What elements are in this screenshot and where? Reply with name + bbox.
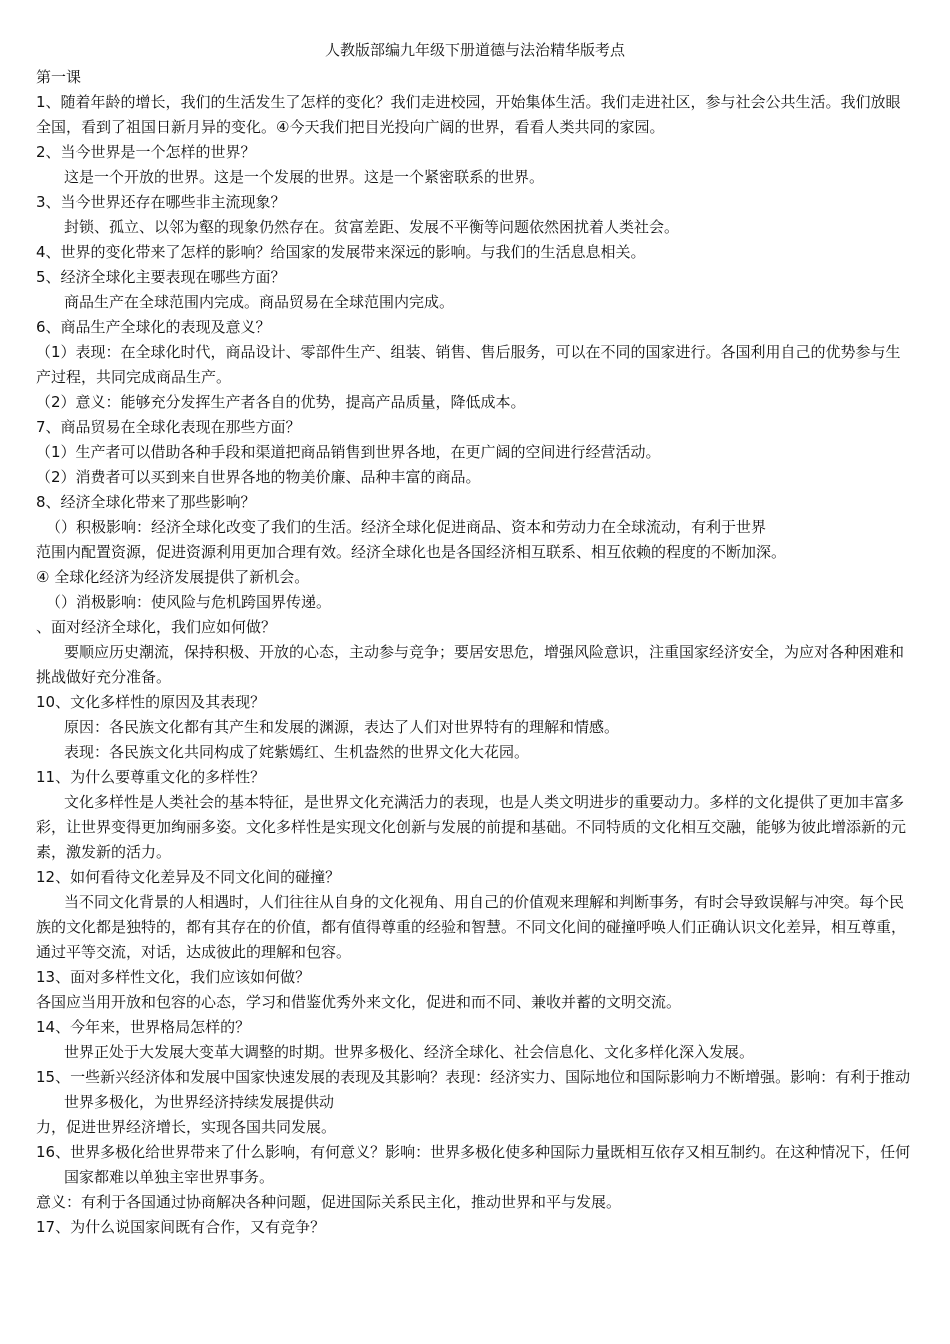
answer-10-expression: 表现：各民族文化共同构成了姹紫嫣红、生机盎然的世界文化大花园。 [64,743,530,761]
answer-6-2: （2）意义：能够充分发挥生产者各自的优势，提高产品质量，降低成本。 [36,393,526,411]
question-14: 14、今年来，世界格局怎样的？ [36,1018,251,1036]
answer-8-positive: （）积极影响：经济全球化改变了我们的生活。经济全球化促进商品、资本和劳动力在全球流动，有利于世界 [46,518,767,536]
answer-8-positive-cont: 范围内配置资源，促进资源利用更加合理有效。经济全球化也是各国经济相互联系、相互依赖的程度的不断加深。 [36,543,787,561]
question-8: 8、经济全球化带来了那些影响？ [36,493,256,511]
answer-8-negative: （）消极影响：使风险与危机跨国界传递。 [46,593,332,611]
question-12: 12、如何看待文化差异及不同文化间的碰撞？ [36,868,341,886]
answer-5: 商品生产在全球范围内完成。商品贸易在全球范围内完成。 [64,293,455,311]
answer-9: 要顺应历史潮流，保持积极、开放的心态，主动参与竞争；要居安思危，增强风险意识，注重国家经济安全，为应对各种困难和挑战做好充分准备。 [36,643,905,686]
question-13: 13、面对多样性文化，我们应该如何做？ [36,968,311,986]
question-4: 4、世界的变化带来了怎样的影响？给国家的发展带来深远的影响。与我们的生活息息相关。 [36,243,646,261]
answer-3: 封锁、孤立、以邻为壑的现象仍然存在。贫富差距、发展不平衡等问题依然困扰着人类社会。 [64,218,680,236]
answer-7-1: （1）生产者可以借助各种手段和渠道把商品销售到世界各地，在更广阔的空间进行经营活动。 [36,443,661,461]
question-10: 10、文化多样性的原因及其表现？ [36,693,266,711]
answer-12: 当不同文化背景的人相遇时，人们往往从自身的文化视角、用自己的价值观来理解和判断事务，有时会导致误解与冲突。每个民族的文化都是独特的，都有其存在的价值，都有值得尊重的经验和智慧。不同文化间的碰撞呼唤人们正确认识文化差异，相互尊重，通过平等交流，对话，达成彼此的理解和包容。 [36,893,907,961]
answer-7-2: （2）消费者可以买到来自世界各地的物美价廉、品种丰富的商品。 [36,468,481,486]
answer-16-meaning: 意义：有利于各国通过协商解决各种问题，促进国际关系民主化，推动世界和平与发展。 [36,1193,622,1211]
answer-8-opportunity: ④ 全球化经济为经济发展提供了新机会。 [36,568,310,586]
question-16: 16、世界多极化给世界带来了什么影响，有何意义？影响：世界多极化使多种国际力量既相互依存又相互制约。在这种情况下，任何国家都难以单独主宰世界事务。 [36,1143,911,1186]
answer-13: 各国应当用开放和包容的心态，学习和借鉴优秀外来文化，促进和而不同、兼收并蓄的文明交流。 [36,993,682,1011]
document-title: 人教版部编九年级下册道德与法治精华版考点 [324,41,625,59]
question-3: 3、当今世界还存在哪些非主流现象？ [36,193,286,211]
question-6: 6、商品生产全球化的表现及意义？ [36,318,271,336]
answer-15-cont: 力，促进世界经济增长，实现各国共同发展。 [36,1118,337,1136]
question-11: 11、为什么要尊重文化的多样性？ [36,768,266,786]
question-5: 5、经济全球化主要表现在哪些方面？ [36,268,286,286]
lesson-heading: 第一课 [36,68,82,86]
answer-2: 这是一个开放的世界。这是一个发展的世界。这是一个紧密联系的世界。 [64,168,545,186]
question-9: 、面对经济全球化，我们应如何做？ [36,618,277,636]
answer-6-1: （1）表现：在全球化时代，商品设计、零部件生产、组装、销售、售后服务，可以在不同的国家进行。各国利用自己的优势参与生产过程，共同完成商品生产。 [36,343,901,386]
answer-14: 世界正处于大发展大变革大调整的时期。世界多极化、经济全球化、社会信息化、文化多样化深入发展。 [64,1043,755,1061]
answer-11: 文化多样性是人类社会的基本特征，是世界文化充满活力的表现，也是人类文明进步的重要动力。多样的文化提供了更加丰富多彩，让世界变得更加绚丽多姿。文化多样性是实现文化创新与发展的前提和基础。不同特质的文化相互交融，能够为彼此增添新的元素，激发新的活力。 [36,793,907,861]
question-7: 7、商品贸易在全球化表现在那些方面？ [36,418,301,436]
question-2: 2、当今世界是一个怎样的世界？ [36,143,256,161]
question-17: 17、为什么说国家间既有合作，又有竞争？ [36,1218,326,1236]
answer-10-reason: 原因：各民族文化都有其产生和发展的渊源，表达了人们对世界特有的理解和情感。 [64,718,620,736]
question-1: 1、随着年龄的增长，我们的生活发生了怎样的变化？我们走进校园，开始集体生活。我们走进社区，参与社会公共生活。我们放眼全国，看到了祖国日新月异的变化。④今天我们把目光投向广阔的世界，看看人类共同的家园。 [36,93,901,136]
question-15: 15、一些新兴经济体和发展中国家快速发展的表现及其影响？表现：经济实力、国际地位和国际影响力不断增强。影响：有利于推动世界多极化，为世界经济持续发展提供动 [36,1068,911,1111]
